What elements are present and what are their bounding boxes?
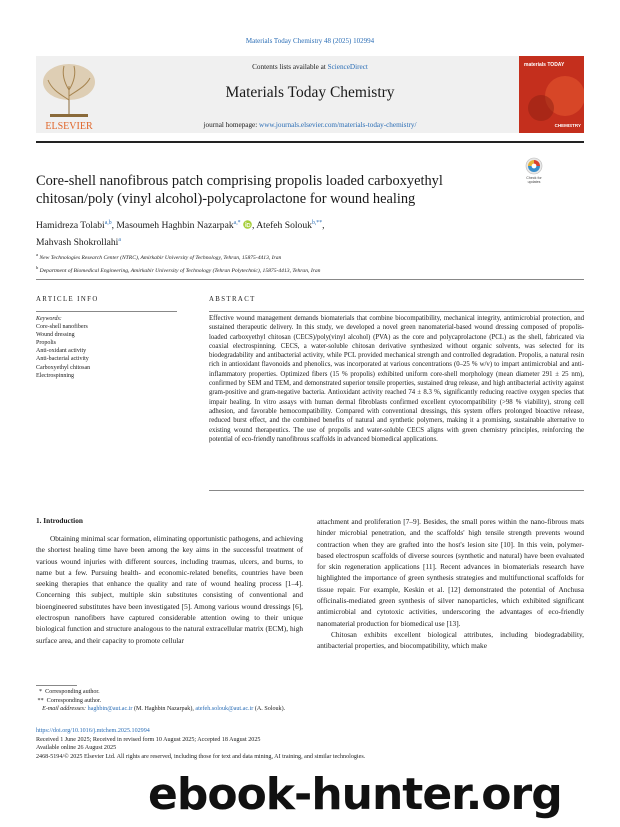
keyword: Anti-oxidant activity [36,348,87,355]
affiliation: $^b$ Department of Biomedical Engineering, Amirkabir University of Technology (Tehran Polytechnic), 15875-4413, Tehran, Iran [36,264,321,274]
abstract-text: Effective wound management demands biomaterials that combine biocompatibility, mechanical integrity, antimicrobial protection, and sustained therapeutic delivery. In this study, we developed a novel green nanomaterial-based wound dressing composed of propolis-loaded carboxyethyl chitosan (CECS)/poly(vinyl alcohol) (PVA) as the core and polycaprolactone (PCL) as the shell, fabricated via coaxial electrospinning. CECS, a water-soluble chitosan derivative synthesized without organic solvents, was selected for its biodegradability and antibacterial activity, while PCL provided mechanical strength and controlled degradation. Propolis, a natural resin rich in antioxidant flavonoids and phenolics, was incorporated at various concentrations (0–25 % w/v) to impart antimicrobial and anti-inflammatory properties. Optimized fibers (15 % propolis) exhibited uniform core-shell morphology (mean diameter 291 ± 25 nm), confirmed by SEM and TEM, and demonstrated superior tensile properties, sustained drug release, and high antibacterial activity against gram-positive and gram-negative bacteria. Antioxidant activity reached 74 ± 8.3 %, significantly reducing reactive oxygen species that impair healing. In vitro assays with human dermal fibroblasts confirmed excellent cytocompatibility (>98 % viability), strong cell adhesion, and favorable hemocompatibility. Compared with conventional dressings, this system offers prolonged bioactive release, reduced burst effect, and the combined benefits of natural and synthetic polymers, making it a promising, sustainable alternative to existing wound therapeutics. The use of propolis and water-soluble CECS aligns with green chemistry principles, reinforcing the potential of eco-friendly nanofibrous scaffolds in advanced biomedical applications. [209,315,584,443]
abstract-heading: ABSTRACT [209,296,256,303]
check-for-updates-badge[interactable] [521,156,547,186]
keyword: Wound dressing [36,332,75,339]
check-for-updates-text: Check for updates [526,176,542,184]
body-paragraph: Chitosan exhibits excellent biological attributes, including biodegradability, antibacterial properties, and biocompatibility, which make [317,629,584,651]
affiliation: $^a$ New Technologies Research Center (NTRC), Amirkabir University of Technology, Tehran, 15875-4413, Iran [36,252,282,261]
journal-cover-image [519,56,584,133]
affiliations [36,250,576,276]
available-online: Available online 26 August 2025 [36,745,117,752]
sciencedirect-link[interactable]: ScienceDirect [327,63,368,71]
keyword: Anti-bacterial activity [36,356,89,363]
author: Atefeh Solouk [256,220,312,232]
abstract-rule [209,311,584,312]
section-rule [36,279,584,280]
elsevier-logo [36,56,102,133]
email-link[interactable]: atefeh.solouk@aut.ac.ir [195,706,254,713]
received-dates: Received 1 June 2025; Received in revised form 10 August 2025; Accepted 18 August 2025 [36,736,261,743]
author-list: Hamidreza Tolabi$^{a,b}$, Masoumeh Haghbin Nazarpak$^{a,*}$ , Atefeh Solouk$^{b,**}$, Mahvash Shokrollahi$^a$ [36,220,325,249]
abstract-end-rule [209,490,584,491]
keyword: Core-shell nanofibers [36,324,88,331]
body-column-left [36,533,303,646]
watermark-text: ebook-hunter.org [148,769,562,820]
keywords-block [36,315,90,380]
article-title: Core-shell nanofibrous patch comprising propolis loaded carboxyethyl chitosan/poly (vinyl alcohol)-polycaprolactone for wound healing [36,173,443,207]
author: Masoumeh Haghbin Nazarpak [116,220,234,232]
author: Hamidreza Tolabi [36,220,105,232]
keyword: Carboxyethyl chitosan [36,364,91,371]
footnote-corresponding: * Corresponding author. [36,689,100,695]
section-heading-introduction: 1. Introduction [36,516,83,525]
body-paragraph: attachment and proliferation [7–9]. Besides, the small pores within the nano-fibrous mats hinder microbial penetration, and the scaffolds' high tensile strength prevents wound contraction when they are grafted into the host's lesion site [10]. In this vein, polymer-based electrospun scaffolds of diverse sources (synthetic and natural) have been evaluated for skin regeneration applications [11]. Recent advances in biomaterials research have highlighted the importance of green synthesis strategies and multifunctional scaffolds for tissue repair. For example, Keskin et al. [12] demonstrated the potential of Anchusa officinalis-mediated green synthesis of silver nanoparticles, which exhibited significant antimicrobial and cytotoxic activities, underscoring the advantages of eco-friendly nanomaterial production for biomedical use [13]. [317,517,584,628]
copyright: 2468-5194/© 2025 Elsevier Ltd. All rights are reserved, including those for text and data mining, AI training, and similar technologies. [36,754,366,761]
doi-link[interactable]: https://doi.org/10.1016/j.mtchem.2025.102994 [36,728,150,734]
email-link[interactable]: haghbin@aut.ac.ir [87,706,133,713]
homepage-link[interactable]: www.journals.elsevier.com/materials-today-chemistry/ [259,121,417,129]
keyword: Propolis [36,340,57,347]
body-column-right [317,516,584,652]
footnote-corresponding: ** Corresponding author. [36,697,102,704]
orcid-icon[interactable] [243,220,252,229]
footnote-rule [36,685,77,686]
cover-subtitle: CHEMISTRY [554,123,581,128]
homepage-line: journal homepage: www.journals.elsevier.com/materials-today-chemistry/ [203,121,417,129]
author: Mahvash Shokrollahi [36,237,119,249]
article-info-heading: ARTICLE INFO [36,296,99,303]
publication-info [36,727,556,762]
footnotes [36,688,336,714]
footnote-emails: E-mail addresses: haghbin@aut.ac.ir (M. Haghbin Nazarpak), atefeh.solouk@aut.ac.ir (A. Solouk). [42,706,286,713]
keywords-label: Keywords: [36,316,62,322]
body-paragraph: Obtaining minimal scar formation, eliminating opportunistic pathogens, and achieving the shortest healing time have been among the key aims in the successful treatment of various wound injuries with different sources, including traumas, ulcers, and burns, to name but a few. Pursuing health- and economic-related benefits, countries have been seeking therapies that enhance the quality and rate of wound healing process [1–4]. Concerning this subject, multiple skin substitutes consisting of conventional and bioengineered substitutes have been investigated [5]. Among various wound dressings [6], electrospun nanofibers have captured considerable attention owing to their unique biological function and structure analogous to the natural extracellular matrix (ECM), high surface area, and their capacity to promote cellular [36,534,303,645]
journal-name: Materials Today Chemistry [225,84,395,101]
header-rule [36,141,584,143]
cover-title: materials TODAY [524,62,565,68]
elsevier-wordmark: ELSEVIER [45,121,93,132]
running-head[interactable]: Materials Today Chemistry 48 (2025) 102994 [245,37,375,45]
keyword: Electrospinning [36,372,74,379]
contents-line: Contents lists available at ScienceDirect [252,63,368,71]
article-info-rule [36,311,177,312]
